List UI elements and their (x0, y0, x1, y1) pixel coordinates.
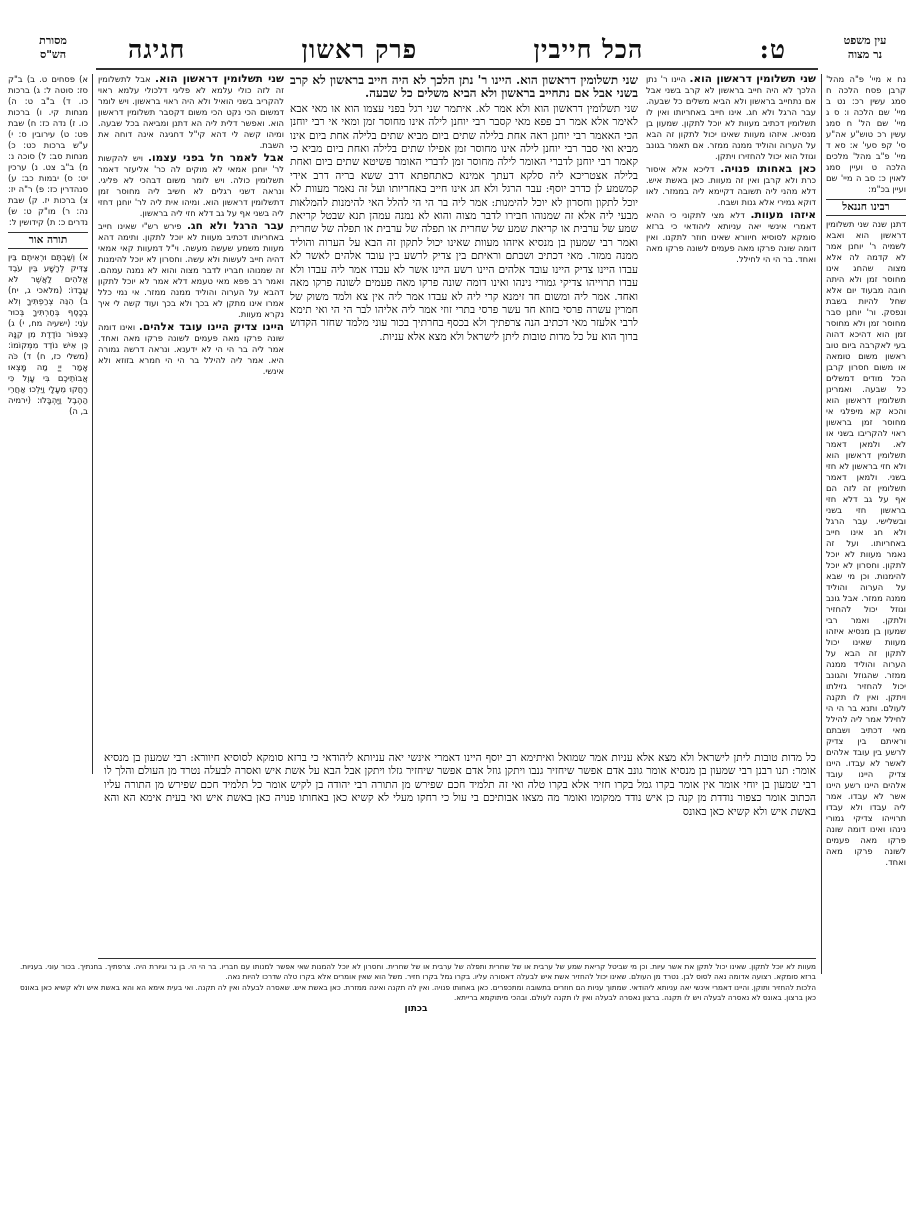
rashi-text-1: היינו ר' נתן הלכך לא היה חייב בראשון לא קרב בשני אבל אם נתחייב בראשון ולא הביא משלים כל שבעה. עבר הרגל ולא חג. אינו חייב באחריותו ואין לו תשלומין דכתיב מעוות לא יוכל לתקון. שמעון בן מנסיא. איזהו מעוות שאינו יכול לתקון זה הבא על הערוה והוליד ממנה ממזר. אם תאמר בגונב וגוזל הוא יכול להחזירו ויתקן. (646, 74, 816, 161)
rashi-dibbur-3: איזהו מעוות. (750, 209, 816, 221)
tosafot-text-1: אבל לתשלומין זה לזה כולי עלמא לא פליגי דלכולי עלמא ראוי להקריב בשני הואיל ולא היה ראוי בראשון. ויש לומר דמשום הכי נקט הכי משום דקסבר תשלומין דראשון הוא. ואפשר דלית ליה הא דתנן ומביאה בכל שבעה. ומיהו קשה לי דהא קי"ל דחגיגה אינה דוחה את השבת. (98, 74, 284, 150)
torah-or-text: א) וְשַׁבְתֶּם וּרְאִיתֶם בֵּין צַדִּיק לְרָשָׁע בֵּין עֹבֵד אֱלֹהִים לַאֲשֶׁר לֹא עֲבָדוֹ: (מלאכי ג, יח) ב) הִנֵּה צְרַפְתִּיךָ וְלֹא בְכָסֶף בְּחַרְתִּיךָ בְּכוּר עֹנִי: (ישעיה מח, י) ג) כְּצִפּוֹר נוֹדֶדֶת מִן קִנָּהּ כֵּן אִישׁ נוֹדֵד מִמְּקוֹמוֹ: (משלי כז, ח) ד) כֹּה אָמַר יְיָ מַה מָּצְאוּ אֲבוֹתֵיכֶם בִּי עָוֶל כִּי רָחֲקוּ מֵעָלָי וַיֵּלְכוּ אַחֲרֵי הַהֶבֶל וַיֶּהְבָּלוּ: (ירמיה ב, ה) (8, 252, 88, 417)
torah-or-heading: תורה אור (8, 232, 88, 249)
gemara-column (290, 74, 638, 746)
mishnah-heading: הכל חייבין (533, 35, 644, 64)
rashi-dibbur-2: כאן באחותו פנויה. (720, 163, 816, 175)
tractate-name: חגיגה (128, 35, 186, 64)
footer-commentary (20, 962, 816, 1202)
masoret-text: א) פסחים ט. ב) ב"ק סז: סוטה ל: ג) ברכות כו. ד) ב"ב ט: ה) מנחות קי. ו) ברכות כו. ז) נדה כז: ח) שבת פט: ט) עירובין ס: י) ע"ש ברכות כט: כ) מנחות סב: ל) סוכה נ: מ) ב"ב צט. נ) ערכין יט: ס) יבמות כב: ע) סנהדרין כז: פ) ר"ה יז: צ) ברכות יז. ק) שבת נה: ר) מו"ק ט: ש) נדרים כ: ת) קידושין ל: (8, 74, 88, 227)
footer-text-2: הלכות להחזיר ותוקן. והיינו דאמרי אינשי יאה עניותא ליהודאי. שמתוך עניות הם חוזרים בתשובה ומתכפרים. כאן באחותו פנויה. ואין לה תקנה ואינה ממזרת. כאן באשת איש. שאסרה לבעלה ואין לה תקנה. ואי בעית אימא הא והא באשת איש ולא קשיא כאן באונס כאן ברצון. באונס לא נאסרה לבעלה ויש לו תקנה. ברצון נאסרה לבעלה ואין לו תקנה לעולם. ובהכי מיתוקמא ברייתא. (20, 983, 816, 1002)
rashi-dibbur-1: שני תשלומין דראשון הוא. (689, 74, 816, 85)
rashi-text-3: דלא מצי לתקוני כי ההיא דאמרי אינשי יאה עניותא ליהודאי כי ברזא סומקא לסוסיא חיוורא שאינו חוזר לתקנו. ואין דומה שונה פרקו מאה פעמים לשונה פרקו מאה ואחד. בר הי הי לחילל. (646, 210, 816, 264)
tosafot-dibbur-4: היינו צדיק היינו עובד אלהים. (138, 321, 284, 333)
gemara-main-text: שני תשלומין דראשון הוא ולא אמר לא. איתמר שני רגל בפני עצמו הוא או מאי אבא לאימר אלא אמר רב פפא מאי קסבר רבי יוחנן לילה אינו מחוסר זמן ומאי אי רבי יוחנן הכי האאמר רבי יוחנן ראה אחת בלילה שתים ביום מביא שתים בלילה אחת ביום אינו מביא ואי סבר רבי יוחנן לילה אינו מחוסר זמן אפילו שתים בלילה ואחת ביום מביא כי קאמר רבי יוחנן לדברי האומר לילה מחוסר זמן לדברי האומר פשיטא שתים ביום ואחת בלילה אצטריכא ליה סלקא דעתך אמינא כאתחפתא דרב ששא בריה דרב אידי קמשמע לן כדרב יוסף: עבר הרגל ולא חג אינו חייב באחריותו ועל זה נאמר מעוות לא יוכל לתקון וחסרון לא יוכל להימנות: אמר ליה בר הי הי להלל האי להימנות להמלאות מבעי ליה אלא זה שמנוהו חבירו לדבר מצוה והוא לא נמנה עמהן תנא שבטל קריאת שמע של ערבית או קריאת שמע של שחרית או תפלה של ערבית או תפלה של שחרית ואמר רבי שמעון בן מנסיא איזהו מעוות שאינו יכול לתקון זה הבא על הערוה והוליד ממנה ממזר. מאי דכתיב ושבתם וראיתם בין צדיק לרשע בין עובד אלהים לאשר לא עבדו היינו צדיק היינו עובד אלהים היינו רשע היינו אשר לא עבדו אמר ליה עבדו ולא עבדו תרוייהו צדיקי גמורי נינהו ואינו דומה שונה פרקו מאה פעמים לשונה פרקו מאה ואחד. אמר ליה ומשום חד זימנא קרי ליה לא עבדו אמר ליה אין צא ולמד משוק של חמרין עשרה פרסי בזוזא חד עשר פרסי בתרי זוזי אמר ליה אליהו לבר הי הי ואי תימא לרבי אלעזר מאי דכתיב הנה צרפתיך ולא בכסף בחרתיך בכור עוני מלמד שחזר הקדוש ברוך הוא על כל מדות טובות ליתן לישראל ולא מצא אלא עניות. (290, 102, 638, 343)
right-margin-column (826, 74, 906, 974)
gemara-wrap-top: שני תשלומין דראשון הוא. היינו ר' נתן הלכך לא היה חייב בראשון לא קרב בשני אבל אם נתחייב בראשון ולא הביא משלים כל שבעה. (290, 74, 638, 101)
tosafot-dibbur-1: שני תשלומין דראשון הוא. (155, 74, 284, 85)
right-margin-rule (821, 74, 822, 974)
rabbeinu-chananel-text: דתנן שנה שני תשלומין דראשון הוא ואבא לשמיה ר' יוחנן אמר לא קדמה לה אלא מצוה שהחג אינו מחוסר זמן ולא היתה חובה מבעוד יום אלא שחל להיות בשבת ונפסק. ור' יוחנן סבר מחוסר זמן ולא מחוסר זמן הוא דהיכא דהוה בעי לאקרבה ביום טוב ראשון משום טומאה או משום חסרון קרבן הכל מודים דמשלים כל שבעה. ואמרינן תשלומין דראשון הוא והכא קא מיפלגי אי מחוסר זמן בראשון ראוי להקריבו בשני או לא. ולמאן דאמר תשלומין דראשון הוא ולא חזי בראשון לא חזי בשני. ולמאן דאמר תשלומין זה לזה הם אף על גב דלא חזי בראשון חזי בשני ובשלישי. עבר הרגל ולא חג אינו חייב באחריותו. ועל זה נאמר מעוות לא יוכל לתקון. וחסרון לא יוכל להימנות. וכן מי שבא על הערוה והוליד ממנה ממזר. אבל גונב וגוזל יכול להחזיר ולתקן. ואמר רבי שמעון בן מנסיא איזהו מעוות שאינו יכול לתקון זה הבא על הערוה והוליד ממנה ממזר. שהגוזל והגונב יכול להחזיר גזילתו ויתקן. ואין לו תקנה לעולם. ותנא בר הי הי לחילל אמר ליה להילל מאי דכתיב ושבתם וראיתם בין צדיק לרשע בין עובד אלהים לאשר לא עבדו. היינו צדיק היינו עובד אלהים היינו רשע היינו אשר לא עבדו. אמר ליה עבדו ולא עבדו תרוייהו צדיקי גמורי נינהו ואינו דומה שונה פרקו מאה פעמים לשונה פרקו מאה ואחד. (826, 219, 906, 868)
ein-mishpat-label: עין משפט נר מצוה (843, 34, 887, 61)
page-title (120, 34, 794, 66)
daf-number: ט: (759, 35, 786, 64)
chapter-heading: פרק ראשון (301, 35, 418, 64)
tosafot-text-2: ויש להקשות לר' יוחנן אמאי לא מוקים לה כר' אליעזר דאמר תשלומין כולה. ויש לומר משום דבהכי לא פליגי. ונראה דשני רגלים לא חשיב ליה מחוסר זמן דתשלומין דראשון הוא. ומיהו אית ליה לר' יוחנן דחזי ליה בשני אף על גב דלא חזי ליה בראשון. (98, 153, 284, 218)
rashi-column (646, 74, 816, 794)
tosafot-dibbur-2: אבל לאמר חל בפני עצמו. (147, 152, 284, 164)
ein-mishpat-text: נח א מיי' פ"ה מהל' קרבן פסח הלכה ח סמג עשין רכ: נט ב מיי' שם הלכה ו: ס ג מיי' שם הל' ח סמג עשין רכ טוש"ע אה"ע סי' קפ סעי' א: סא ד מיי' פ"ב מהל' מלכים הלכה ט ועיין סמג לאוין כ: סב ה מיי' שם ועיין בכ"מ: (826, 74, 906, 194)
footer-text-1: מעוות לא יוכל לתקון. שאינו יכול לתקן את אשר עיות. וכן מי שביטל קריאת שמע של ערבית או של שחרית ותפלה של ערבית או של שחרית. וחסרון לא יוכל להמנות שאי אפשר למנותו עם חבריו. בר הי הי. בן גר וגיורת היה. צרפתיך. בחנתיך. בכור עוני. בעניות. ברזא סומקא. רצועה אדומה נאה לסוס לבן. נטרד מן העולם. שאינו יכול להחזיר אשת איש לבעלה דאסורה עליו. בקרו גמל בקרו חזיר. משל הוא שאין אומרים אלא בקרו טלה שדרכו להיות נאה. (20, 962, 816, 981)
footer-divider (98, 958, 816, 959)
masoret-label: מסורת הש"ס (39, 34, 67, 61)
tosafot-dibbur-3: עבר הרגל ולא חג. (186, 220, 284, 232)
rashi-text-2: דליכא אלא איסור כרת ולא קרבן ואין זה מעוות. כאן באשת איש. דלא מהני ליה תשובה דקיימא ליה בממזר. לאו דוקא גמירי אלא גנות ושבח. (646, 164, 816, 207)
left-margin-rule (92, 74, 93, 774)
page-header (0, 34, 914, 68)
left-margin-column (8, 74, 88, 774)
gemara-bottom-block (104, 752, 816, 952)
tosafot-column (98, 74, 284, 746)
tosafot-text-3: פירש רש"י שאינו חייב באחריותו דכתיב מעוות לא יוכל לתקון. ותימה דהא מעוות משמע שעשה מעשה. וי"ל דמעוות קאי אמאי דהיה חייב לעשות ולא עשה. וחסרון לא יוכל להימנות זה שמנוהו חבריו לדבר מצוה והוא לא נמנה עמהם. ואמר רב פפא מאי טעמא דלא אמר לא יוכל לתקון דהבא על הערוה והוליד ממנה ממזר. אי נמי כלל אמרו אינו מתקן לא בכך ולא בכך ועוד קשה לי איך נקרא מעוות. (98, 221, 284, 319)
tosafot-text-4: ואינו דומה שונה פרקו מאה פעמים לשונה פרקו מאה ואחד. אמר ליה בר הי הי לא ידענא. ונראה דרשה גמורה היא. אמר ליה להילל בר הי הי חמרא בזוזא ולא אינשי. (98, 322, 284, 376)
header-divider (96, 68, 818, 70)
rabbeinu-chananel-heading: רבינו חננאל (826, 199, 906, 216)
gemara-bottom-text: כל מדות טובות ליתן לישראל ולא מצא אלא עניות אמר שמואל ואיתימא רב יוסף היינו דאמרי אינשי יאה עניותא ליהודאי כי ברזא סומקא לסוסיא חיוורא: רבי שמעון בן מנסיא אומר: תנו רבנן רבי שמעון בן מנסיא אומר גונב אדם אפשר שיחזיר גנבו ויתקן גוזל אדם אפשר שיחזיר גזלו ויתקן אבל הבא על אשת איש ואסרה לבעלה נטרד מן העולם והלך לו רבי שמעון בן יוחי אומר אין אומר בקרו גמל בקרו חזיר אלא בקרו טלה ואי זה תלמיד חכם שפירש מן התורה רבי יהודה בן לקיש אומר כל תלמיד חכם שפירש מן התורה עליו הכתוב אומר כצפור נודדת מן קנה כן איש נודד ממקומו ואומר מה מצאו אבותיכם בי עול כי רחקו מעלי לא קשיא כאן באחותו פנויה כאן באשת איש ואי בעית אימא הא והא באשת איש ולא קשיא כאן באונס (104, 752, 816, 818)
footer-signature: בכתון (404, 1004, 428, 1015)
